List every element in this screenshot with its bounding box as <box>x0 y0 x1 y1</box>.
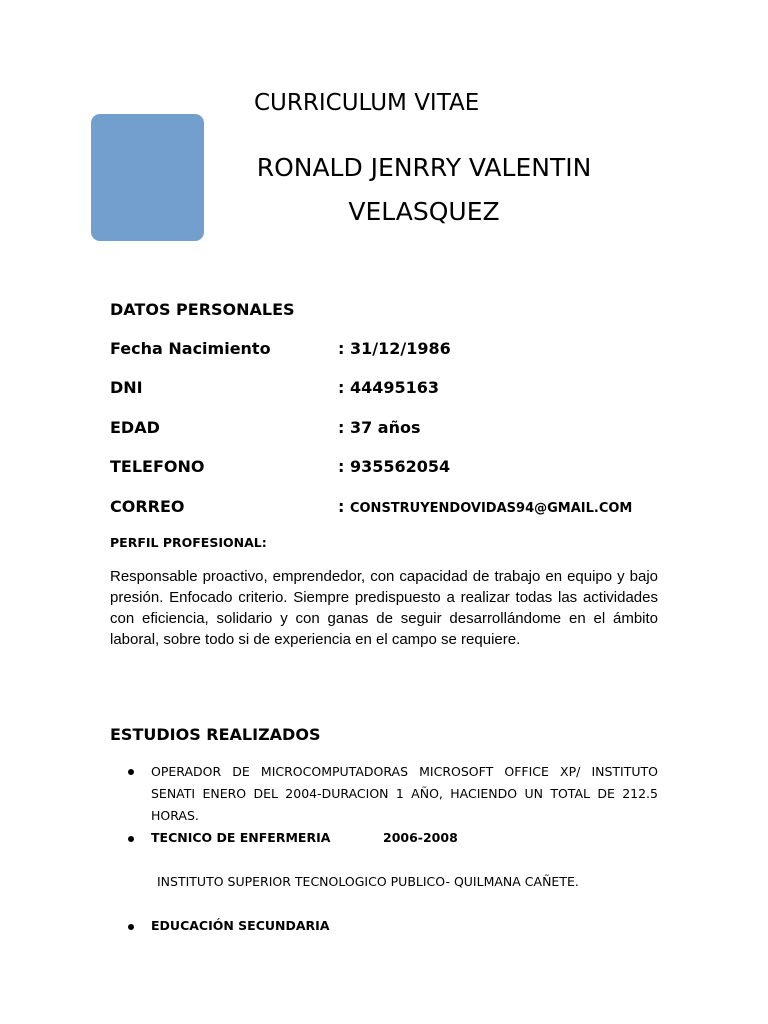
personal-data-heading: DATOS PERSONALES <box>110 300 295 319</box>
email-address: CONSTRUYENDOVIDAS94@GMAIL.COM <box>349 501 633 516</box>
candidate-name-line2: VELASQUEZ <box>348 197 500 226</box>
document-title: CURRICULUM VITAE <box>254 90 480 116</box>
email-prefix: : <box>338 497 350 516</box>
profile-photo-placeholder <box>91 114 204 241</box>
bullet-icon <box>128 769 134 775</box>
study-item-enfermeria-years: 2006-2008 <box>383 830 458 845</box>
phone-label: TELEFONO <box>110 457 205 476</box>
email-label: CORREO <box>110 497 185 516</box>
study-item-enfermeria-institution: INSTITUTO SUPERIOR TECNOLOGICO PUBLICO- QUILMANA CAÑETE. <box>157 874 579 889</box>
age-value: : 37 años <box>338 418 421 437</box>
study-item-enfermeria-title: TECNICO DE ENFERMERIA <box>151 830 331 845</box>
birthdate-label: Fecha Nacimiento <box>110 339 271 358</box>
profile-heading: PERFIL PROFESIONAL: <box>110 535 267 550</box>
dni-label: DNI <box>110 378 143 397</box>
study-item-operador: OPERADOR DE MICROCOMPUTADORAS MICROSOFT OFFICE XP/ INSTITUTO SENATI ENERO DEL 2004-DURACION 1 AÑO, HACIENDO UN TOTAL DE 212.5 HORAS. <box>151 764 658 823</box>
birthdate-value: : 31/12/1986 <box>338 339 451 358</box>
phone-value: : 935562054 <box>338 457 451 476</box>
candidate-name-line1: RONALD JENRRY VALENTIN <box>256 153 592 182</box>
age-label: EDAD <box>110 418 160 437</box>
dni-value: : 44495163 <box>338 378 440 397</box>
study-item-secundaria-title: EDUCACIÓN SECUNDARIA <box>151 918 330 933</box>
studies-heading: ESTUDIOS REALIZADOS <box>110 725 321 744</box>
email-value <box>338 497 632 516</box>
candidate-name <box>200 146 648 234</box>
profile-text: Responsable proactivo, emprendedor, con capacidad de trabajo en equipo y bajo presión. Enfocado criterio. Siempre predispuesto a realizar todas las actividades con eficiencia, solidario y con ganas de seguir desarrollándome en el ámbito laboral, sobre todo si de experiencia en el campo se requiere. <box>110 568 658 648</box>
bullet-icon <box>128 836 134 842</box>
bullet-icon <box>128 924 134 930</box>
